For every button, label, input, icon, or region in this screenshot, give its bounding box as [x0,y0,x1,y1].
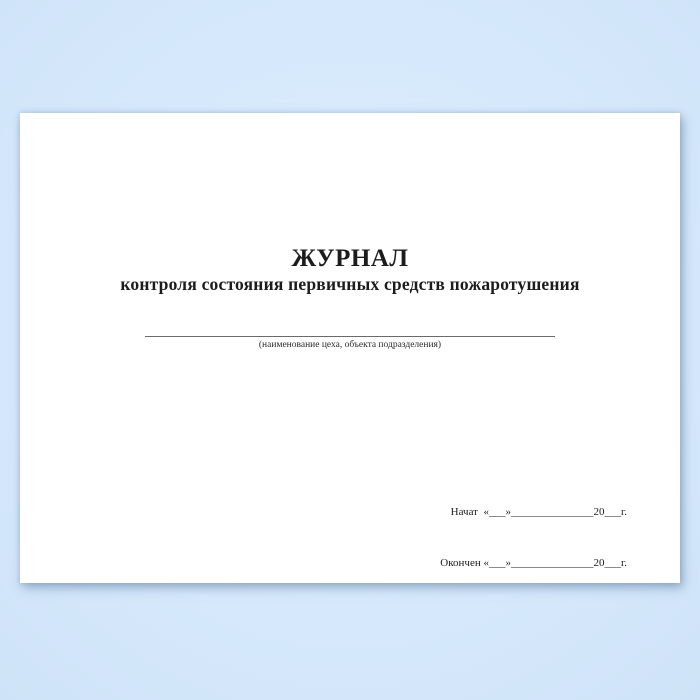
organization-name-caption: (наименование цеха, объекта подразделения) [258,340,442,350]
journal-subtitle: контроля состояния первичных средств пожаротушения [120,274,580,294]
journal-title: ЖУРНАЛ [291,245,409,272]
started-date-line: Начат «___»_______________20___г. [450,506,627,518]
organization-name-block [145,313,555,350]
journal-cover-page [20,113,680,583]
finished-date-line: Окончен «___»_______________20___г. [440,557,627,569]
dates-block [440,475,627,601]
organization-name-blank-line [145,313,555,337]
